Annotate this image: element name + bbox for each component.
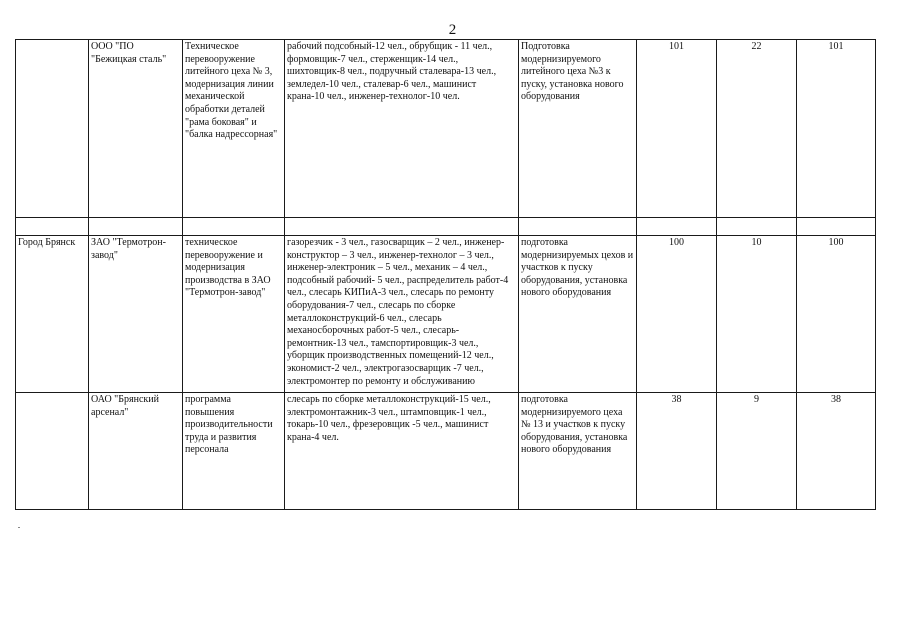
value-cell-3: 101 xyxy=(797,40,876,218)
organization-cell: ООО "ПО "Бежицкая сталь" xyxy=(89,40,183,218)
value-cell-3: 38 xyxy=(797,393,876,510)
value-cell-1: 38 xyxy=(637,393,717,510)
project-cell: программа повышения производительности труда и развития персонала xyxy=(183,393,285,510)
professions-cell xyxy=(285,236,519,393)
table-row xyxy=(16,40,876,218)
page-number: 2 xyxy=(448,22,457,38)
project-cell: Техническое перевооружение литейного цеха № 3, модернизация линии механической обработки деталей "рама боковая" и "балка надрессорная" xyxy=(183,40,285,218)
region-cell xyxy=(16,40,89,218)
organization-cell: ЗАО "Термотрон-завод" xyxy=(89,236,183,393)
value-cell-2: 9 xyxy=(717,393,797,510)
value-cell-1: 100 xyxy=(637,236,717,393)
professions-cell: рабочий подсобный-12 чел., обрубщик - 11 чел., формовщик-7 чел., стерженщик-14 чел., шихтовщик-8 чел., подручный сталевара-13 чел., земледел-10 чел., сталевар-6 чел., машинист крана-10 чел., инженер-технолог-10 чел. xyxy=(285,40,519,218)
value-cell-3: 100 xyxy=(797,236,876,393)
modernization-table xyxy=(15,39,876,510)
table-row xyxy=(16,236,876,393)
purpose-cell: подготовка модернизируемого цеха № 13 и участков к пуску оборудования, установка нового оборудования xyxy=(519,393,637,510)
professions-text: газорезчик - 3 чел., газосварщик – 2 чел., инженер-конструктор – 3 чел., инженер-технолог – 3 чел., инженер-электроник – 5 чел., механик – 4 чел., подсобный рабочий- 5 чел., распределитель работ-4 чел., слесарь КИПиА-3 чел., слесарь по ремонту оборудования-7 чел., слесарь по сборке металлоконструкций-6 чел., слесарь механосборочных работ-5 чел., слесарь-ремонтник-13 чел., тамспортировщик-3 чел., уборщик производственных помещений-12 чел., экономист-2 чел., электрогазосварщик -7 чел., электромонтер по ремонту и обслуживанию xyxy=(287,237,509,387)
value-cell-2: 10 xyxy=(717,236,797,393)
table-row xyxy=(16,393,876,510)
value-cell-1: 101 xyxy=(637,40,717,218)
scan-speck xyxy=(18,527,20,528)
region-cell: Город Брянск xyxy=(16,236,89,393)
professions-cell: слесарь по сборке металлоконструкций-15 чел., электромонтажник-3 чел., штамповщик-1 чел., токарь-10 чел., фрезеровщик -5 чел., машинист крана-4 чел. xyxy=(285,393,519,510)
organization-cell: ОАО "Брянский арсенал" xyxy=(89,393,183,510)
value-cell-2: 22 xyxy=(717,40,797,218)
purpose-cell: подготовка модернизируемых цехов и участков к пуску оборудования, установка нового оборудования xyxy=(519,236,637,393)
purpose-cell: Подготовка модернизируемого литейного цеха №3 к пуску, установка нового оборудования xyxy=(519,40,637,218)
region-cell xyxy=(16,393,89,510)
separator-row xyxy=(16,218,876,236)
project-cell: техническое перевооружение и модернизация производства в ЗАО "Термотрон-завод" xyxy=(183,236,285,393)
